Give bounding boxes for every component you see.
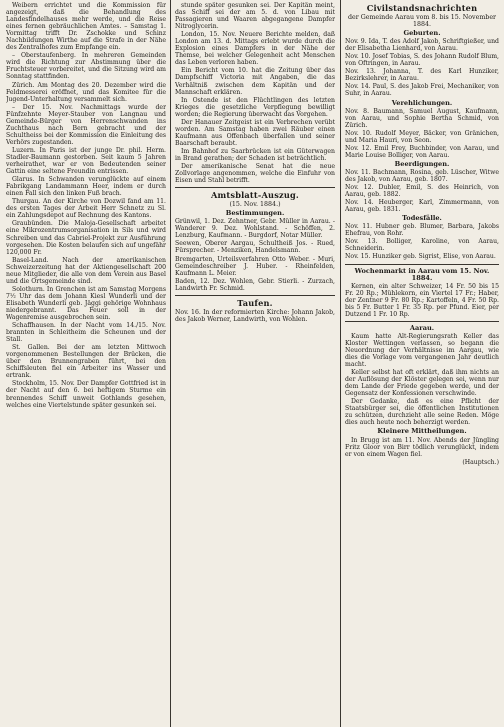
paragraph: Solothurn. In Grenchen ist am Samstag Morgens 7½ Uhr das dem Johann Kiesl Wunderli und der Elisabeth Wunderli geb. Jäggi gehörige Wohnhaus niedergebrannt. Das Feuer soll in der Wagenremise ausgebrochen sein.: [6, 285, 166, 322]
short-news-heading: Kleinere Mittheilungen.: [377, 427, 467, 436]
paragraph: St. Gallen. Bei der am letzten Mittwoch vorgenommenen Bestellungen der Brücken, die über den Brunnengraben führt, bei den Schiffsleuten fiel ein Arbeiter ins Wasser und ertrank.: [6, 344, 166, 380]
civil-register-title: Civilstandsnachrichten: [366, 3, 478, 13]
notice-entry: Bremgarten, Urteilsverfahren Otto Weber. - Muri, Gemeindeschreiber J. Huber. - Rheinfelden, Kaufmann L. Meier.: [175, 255, 335, 277]
death-entry: Nov. 11. Hubner geb. Blumer, Barbara, Jakobs Ehefrau, von Rohr.: [345, 223, 499, 238]
birth-entry: Nov. 9. Ida, T. des Adolf Jakob, Schriftgießer, und der Elisabetha Lienhard, von Aarau.: [345, 38, 499, 53]
notice-entry: Grünwil, 1. Dez. Zehntner, Gebr. Müller in Aarau. - Wanderer 9. Dez. Wohlstand. - Schöffen, 2. Lenzburg, Kaufmann. - Burgdorf, Notar Müller.: [175, 218, 335, 240]
baptism-entry: Nov. 16. In der reformierten Kirche: Johann Jakob, des Jakob Werner, Landwirth, von Wohlen.: [175, 308, 335, 323]
paragraph: Keller selbst hat oft erklärt, daß ihm nichts an der Auflösung der Klöster gelegen sei, wenn nur dem Lande der Friede gegeben werde, und der Gegensatz der Konfessionen verschwinde.: [345, 369, 499, 398]
signature: (Hauptsch.): [462, 458, 499, 466]
paragraph: Luzern. In Paris ist der junge Dr. phil. Herm. Stadler-Baumann gestorben. Seit kaum 5 Jahren verheirathet, war er von Bedeutenden seiner Gattin eine seltene Freundin entrissen.: [6, 146, 166, 176]
paragraph: Zürich. Am Montag des 20. Dezember wird die Feldmesserei eröffnet, und das Komitee für die Jugend-Unterhaltung versammelt sich.: [6, 81, 166, 103]
notices-title: Amtsblatt-Auszug.: [210, 190, 299, 201]
paragraph: Kaum hatte Alt-Regierungsrath Keller das Kloster Wettingen verlassen, so begann die Neuordnung der Verhältnisse im Aargau, wie dies die Vorlage vom vergangenen Jahr deutlich macht.: [345, 332, 499, 369]
paragraph: Glarus. In Schwanden verunglückte auf einem Fabrikgang Landammann Heer, indem er durch einen Fall sich den linken Fuß brach.: [6, 176, 166, 198]
section-divider: [175, 187, 335, 188]
section-divider: [345, 264, 499, 265]
paragraph: Stockholm, 15. Nov. Der Dampfer Gottfried ist in der Nacht auf den 6. bei heftigem Sturme ein brennendes Schiff unweit Gothlands gesehen, welches eine Viertelstunde später gesunken sei.: [6, 380, 166, 409]
section-divider: [345, 321, 499, 322]
deaths-heading: Todesfälle.: [402, 214, 442, 223]
paragraph: – Der 15. Nov. Nachmittags wurde der Fünfzehnte Meyer-Stauber von Langnau und Gemeinde-Bürger von Herrenschwanden ins Zuchthaus nach Bern gebracht und der Schultheiss bei der Kommission die Einleitung des Verhörs zugestanden.: [6, 103, 166, 146]
marriage-entry: Nov. 8. Baumann, Samuel August, Kaufmann, von Aarau, und Sophie Bertha Schmid, von Zürich.: [345, 107, 499, 129]
section-divider: [175, 295, 335, 296]
paragraph: Schaffhausen. In der Nacht vom 14./15. Nov. brannten in Schleitheim die Scheunen und der Stall.: [6, 322, 166, 344]
paragraph: – Oberstaufenberg. In mehreren Gemeinden wird die Richtung zur Abstimmung über die Fruchtsteuer vorbereitet, und die Sitzung wird am Sonntag stattfinden.: [6, 52, 166, 81]
birth-entry: Nov. 13. Johanna, T. des Karl Hunziker, Bezirkslehrer, in Aarau.: [345, 68, 499, 83]
column-middle: [175, 2, 335, 725]
birth-entry: Nov. 10. Josef Tobias, S. des Johann Rudolf Blum, von Oftringen, in Aarau.: [345, 53, 499, 68]
burial-entry: Nov. 14. Heuberger, Karl, Zimmermann, von Aarau, geb. 1831.: [345, 199, 499, 214]
column-right: [345, 2, 499, 725]
column-left: [6, 2, 166, 725]
paragraph: Der amerikanische Senat hat die neue Zollvorlage angenommen, welche die Einfuhr von Eisen und Stahl betrifft.: [175, 163, 335, 185]
marriage-entry: Nov. 12. Emil Frey, Buchbinder, von Aarau, und Marie Louise Bolliger, von Aarau.: [345, 144, 499, 159]
paragraph: Thurgau. An der Kirche von Dozwil fand am 11. des ersten Tages der Arbeit Herr Schnetz zu Sl. ein Zahlungsdepot auf Rechnung des Kantons.: [6, 198, 166, 220]
burial-entry: Nov. 12. Dubler, Emil, S. des Heinrich, von Aarau, geb. 1882.: [345, 184, 499, 199]
notices-subtitle: (15. Nov. 1884.): [229, 201, 281, 209]
column-divider-right: [340, 0, 341, 727]
market-text: Kernen, ein alter Schweizer, 14 Fr. 50 bis 15 Fr. 20 Rp.; Mühlekorn, ein Viertel 17 Fr.; Haber, der Zentner 9 Fr. 80 Rp.; Kartoffeln, 4 Fr. 50 Rp. bis 5 Fr. Butter 1 Fr. 35 Rp. per Pfund. Eier, per Dutzend 1 Fr. 10 Rp.: [345, 282, 499, 318]
baptisms-title: Taufen.: [237, 297, 273, 308]
marriages-heading: Verehlichungen.: [391, 98, 453, 107]
marriage-entry: Nov. 10. Rudolf Meyer, Bäcker, von Gränichen, und Maria Hauri, von Seon.: [345, 129, 499, 144]
paragraph: Graubünden. Die Maloja-Gesellschaft arbeitet eine Mikrozentrumsorganisation in Sils und wird Schreiben und das Cabriel-Projekt zur Ausführung vorgesehen. Die Kosten belaufen sich auf ungefähr 120,000 Fr.: [6, 220, 166, 256]
paragraph: Basel-Land. Nach der amerikanischen Schweizerzeitung hat der Aktiengesellschaft 200 neue Mitglieder, die alle von dem Verein aus Basel und die Ortsgemeinde sind.: [6, 256, 166, 285]
paragraph: In Ostende ist den Flüchtlingen des letzten Krieges die gesetzliche Verpflegung bewilligt worden; die Regierung überwacht das Vorgehen.: [175, 96, 335, 118]
notice-entry: Baden, 12. Dez. Wohlen, Gebr. Stierli. - Zurzach, Landwirth Fr. Schmid.: [175, 277, 335, 292]
paragraph: Der Gedanke, daß es eine Pflicht der Staatsbürger sei, die öffentlichen Institutionen zu schützen, durchzieht alle seine Reden. Möge dies auch heute noch beherzigt werden.: [345, 398, 499, 427]
burials-heading: Beerdigungen.: [394, 159, 450, 168]
column-divider-left: [170, 0, 171, 727]
births-heading: Geburten.: [403, 29, 441, 38]
essay-heading: Aarau.: [409, 323, 435, 332]
notices-heading: Bestimmungen.: [225, 209, 285, 218]
paragraph: Im Bahnhof zu Saarbrücken ist ein Güterwagen in Brand gerathen; der Schaden ist beträchtlich.: [175, 147, 335, 162]
death-entry: Nov. 15. Hunziker geb. Sigrist, Elise, von Aarau.: [345, 253, 496, 261]
death-entry: Nov. 13. Bolliger, Karoline, von Aarau, Schneiderin.: [345, 238, 499, 253]
burial-entry: Nov. 11. Bachmann, Rosina, geb. Lüscher, Witwe des Jakob, von Aarau, geb. 1807.: [345, 168, 499, 183]
civil-register-subtitle: der Gemeinde Aarau vom 8. bis 15. November 1884.: [347, 14, 497, 29]
paragraph: In Brugg ist am 11. Nov. Abends der Jüngling Fritz Gloor von Birr tödlich verunglückt, indem er von einem Wagen fiel.: [345, 436, 499, 458]
paragraph: Ein Bericht vom 10. hat die Zeitung über das Dampfschiff Victoria mit Angaben, die das Verhältniß zwischen dem Kapitän und der Mannschaft erklären.: [175, 67, 335, 96]
birth-entry: Nov. 14. Paul, S. des Jakob Frei, Mechaniker, von Suhr, in Aarau.: [345, 83, 499, 98]
paragraph: stunde später gesunken sei. Der Kapitän meint, das Schiff sei der am 5. d. von Libau mit Passagieren und Waaren abgegangene Dampfer Nitroglycerin.: [175, 2, 335, 31]
paragraph: Weibern errichtet und die Kommission für angezeigt, daß die Behandlung des Landesfindelhauses mehr werde, und die Reise eines fernen gebräuchlichen Amtes. – Samstag 1. Vormittag trifft Dr. Zschokke und Schinz Nachbildungen Wirthe auf die Strafe in der Nähe des Zentralhofes zum Empfange ein.: [6, 2, 166, 52]
market-heading: Wochenmarkt in Aarau vom 15. Nov. 1884.: [354, 266, 490, 282]
paragraph: London, 15. Nov. Neuere Berichte melden, daß London am 13. d. Mittags erlebt wurde durch die Explosion eines Dampfers in der Nähe der Themse, bei welcher Gelegenheit acht Menschen das Leben verloren haben.: [175, 31, 335, 67]
paragraph: Der Hanauer Zeitgeist ist ein Verbrechen verübt worden. Am Samstag haben zwei Räuber einen Kaufmann aus Offenbach überfallen und seiner Baarschaft beraubt.: [175, 118, 335, 147]
notice-entry: Seewen, Oberer Aargau, Schultheiß Jos. - Rued, Fürsprecher. - Menziken, Handelsmann.: [175, 240, 335, 255]
